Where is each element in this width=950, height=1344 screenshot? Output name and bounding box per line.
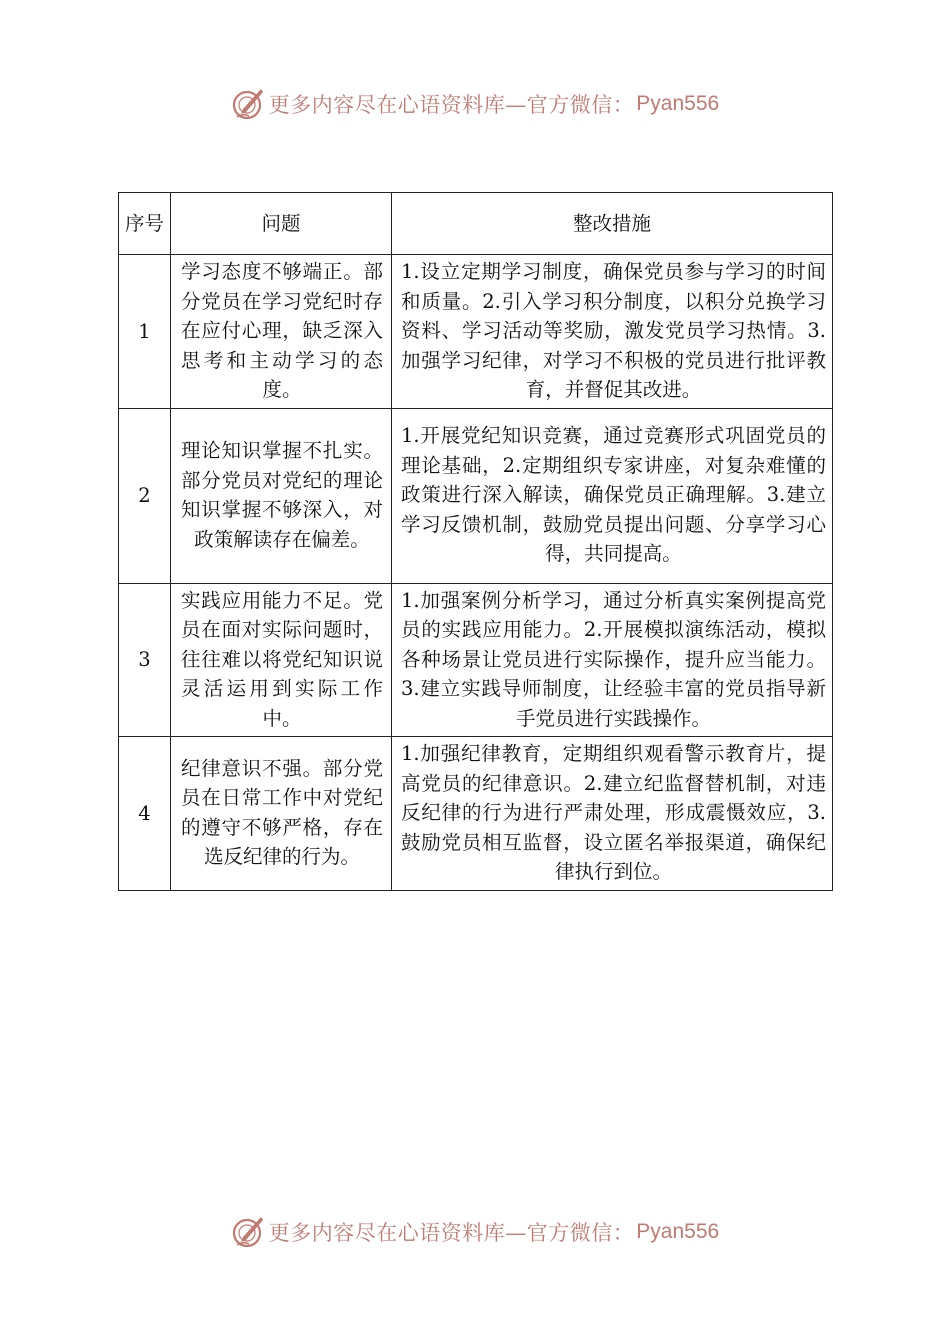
row-measures: 1.开展党纪知识竞赛，通过竞赛形式巩固党员的理论基础，2.定期组织专家讲座，对复杂难懂的政策进行深入解读，确保党员正确理解。3.建立学习反馈机制，鼓励党员提出问题、分享学习心得，共同提高。 xyxy=(401,424,826,566)
header-issue: 问题 xyxy=(171,193,392,255)
row-measures: 1.设立定期学习制度，确保党员参与学习的时间和质量。2.引入学习积分制度，以积分兑换学习资料、学习活动等奖励，激发党员学习热情。3.加强学习纪律，对学习不积极的党员进行批评教育，并督促其改进。 xyxy=(401,260,826,401)
header-measures: 整改措施 xyxy=(392,193,833,255)
quill-logo-icon xyxy=(231,1215,265,1249)
header-index: 序号 xyxy=(119,193,171,255)
table-row xyxy=(119,408,833,583)
row-issue: 纪律意识不强。部分党员在日常工作中对党纪的遵守不够严格，存在选反纪律的行为。 xyxy=(181,756,383,869)
watermark-wechat-id: Pyan556 xyxy=(636,1220,720,1243)
row-index: 3 xyxy=(119,583,171,737)
table-row xyxy=(119,737,833,891)
watermark-text: 更多内容尽在心语资料库—官方微信： xyxy=(268,93,635,117)
header-watermark xyxy=(0,84,950,124)
row-issue: 理论知识掌握不扎实。部分党员对党纪的理论知识掌握不够深入，对政策解读存在偏差。 xyxy=(181,439,383,551)
row-issue: 实践应用能力不足。党员在面对实际问题时，往往难以将党纪知识说灵活运用到实际工作中。 xyxy=(181,588,383,730)
watermark-text: 更多内容尽在心语资料库—官方微信： xyxy=(268,1221,635,1245)
quill-logo-icon xyxy=(231,87,265,121)
table-row xyxy=(119,583,833,737)
row-index: 2 xyxy=(119,408,171,583)
watermark-wechat-id: Pyan556 xyxy=(636,92,720,115)
row-issue: 学习态度不够端正。部分党员在学习党纪时存在应付心理，缺乏深入思考和主动学习的态度。 xyxy=(181,260,383,401)
table-header-row xyxy=(119,193,833,255)
row-measures: 1.加强纪律教育，定期组织观看警示教育片，提高党员的纪律意识。2.建立纪监督替机制，对违反纪律的行为进行严肃处理，形成震慑效应，3.鼓励党员相互监督，设立匿名举报渠道，确保纪律执行到位。 xyxy=(401,742,826,883)
row-index: 4 xyxy=(119,737,171,891)
row-index: 1 xyxy=(119,255,171,409)
footer-watermark xyxy=(0,1212,950,1252)
row-measures: 1.加强案例分析学习，通过分析真实案例提高党员的实践应用能力。2.开展模拟演练活动，模拟各种场景让党员进行实际操作，提升应当能力。3.建立实践导师制度，让经验丰富的党员指导新手党员进行实践操作。 xyxy=(401,588,826,730)
table-row xyxy=(119,255,833,409)
rectification-table xyxy=(118,192,833,891)
